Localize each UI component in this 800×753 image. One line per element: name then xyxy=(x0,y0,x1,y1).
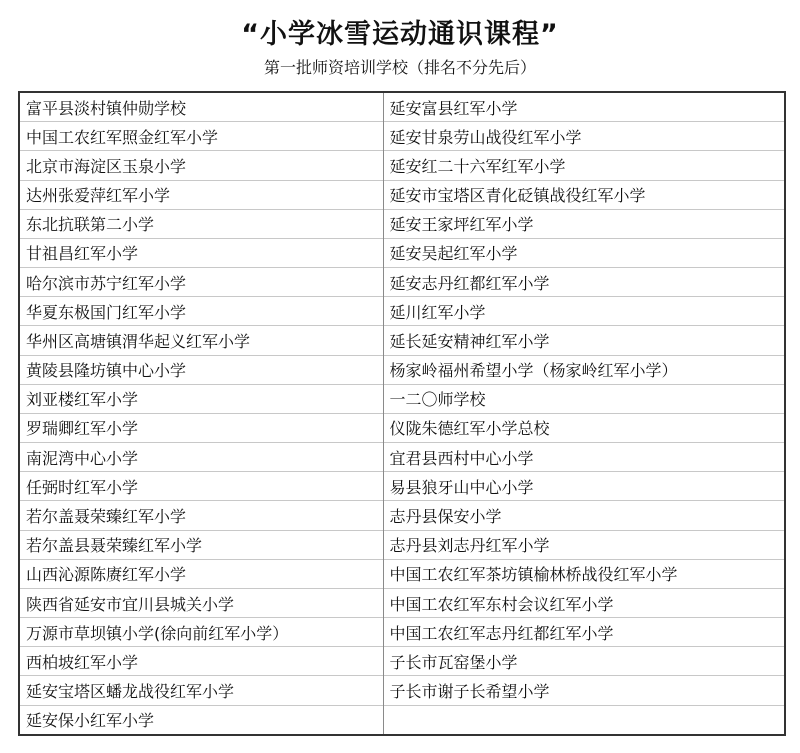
table-row xyxy=(19,413,785,442)
table-row xyxy=(19,705,785,735)
school-name-left: 罗瑞卿红军小学 xyxy=(19,413,383,442)
school-name-right: 中国工农红军志丹红都红军小学 xyxy=(383,618,785,647)
table-row xyxy=(19,647,785,676)
school-name-left: 黄陵县隆坊镇中心小学 xyxy=(19,355,383,384)
school-name-left: 若尔盖聂荣臻红军小学 xyxy=(19,501,383,530)
school-name-left: 西柏坡红军小学 xyxy=(19,647,383,676)
table-row xyxy=(19,355,785,384)
school-name-left: 甘祖昌红军小学 xyxy=(19,238,383,267)
table-row xyxy=(19,326,785,355)
school-name-left: 延安宝塔区蟠龙战役红军小学 xyxy=(19,676,383,705)
table-row xyxy=(19,472,785,501)
school-name-left: 华州区高塘镇渭华起义红军小学 xyxy=(19,326,383,355)
school-name-left: 任弼时红军小学 xyxy=(19,472,383,501)
school-name-right: 延安富县红军小学 xyxy=(383,92,785,122)
page-title: “小学冰雪运动通识课程” xyxy=(241,19,559,50)
school-name-left: 若尔盖县聂荣臻红军小学 xyxy=(19,530,383,559)
school-list-body xyxy=(19,92,785,735)
table-row xyxy=(19,443,785,472)
school-name-right: 延安志丹红都红军小学 xyxy=(383,268,785,297)
school-name-left: 达州张爱萍红军小学 xyxy=(19,180,383,209)
table-row xyxy=(19,297,785,326)
school-name-right: 子长市谢子长希望小学 xyxy=(383,676,785,705)
table-row xyxy=(19,238,785,267)
table-row xyxy=(19,501,785,530)
school-name-right: 一二〇师学校 xyxy=(383,384,785,413)
school-list-table xyxy=(18,91,786,736)
school-name-right: 志丹县刘志丹红军小学 xyxy=(383,530,785,559)
table-row xyxy=(19,122,785,151)
school-name-right: 中国工农红军东村会议红军小学 xyxy=(383,588,785,617)
school-name-left: 山西沁源陈赓红军小学 xyxy=(19,559,383,588)
school-name-right: 延安红二十六军红军小学 xyxy=(383,151,785,180)
school-name-left: 东北抗联第二小学 xyxy=(19,209,383,238)
school-name-right: 延安甘泉劳山战役红军小学 xyxy=(383,122,785,151)
table-row xyxy=(19,559,785,588)
table-row xyxy=(19,384,785,413)
school-name-right: 延长延安精神红军小学 xyxy=(383,326,785,355)
school-name-right: 仪陇朱德红军小学总校 xyxy=(383,413,785,442)
school-name-right: 延安王家坪红军小学 xyxy=(383,209,785,238)
school-name-left: 刘亚楼红军小学 xyxy=(19,384,383,413)
school-name-left: 延安保小红军小学 xyxy=(19,705,383,735)
table-row xyxy=(19,268,785,297)
school-name-right: 宜君县西村中心小学 xyxy=(383,443,785,472)
table-row xyxy=(19,151,785,180)
page-subtitle: 第一批师资培训学校（排名不分先后） xyxy=(263,58,536,77)
school-name-left: 万源市草坝镇小学(徐向前红军小学） xyxy=(19,618,383,647)
school-name-right: 易县狼牙山中心小学 xyxy=(383,472,785,501)
school-name-left: 中国工农红军照金红军小学 xyxy=(19,122,383,151)
school-name-right: 延川红军小学 xyxy=(383,297,785,326)
table-row xyxy=(19,530,785,559)
school-name-right: 中国工农红军茶坊镇榆林桥战役红军小学 xyxy=(383,559,785,588)
school-name-left: 富平县淡村镇仲勋学校 xyxy=(26,98,187,118)
table-row xyxy=(19,588,785,617)
school-name-right: 杨家岭福州希望小学（杨家岭红军小学） xyxy=(383,355,785,384)
school-name-left: 南泥湾中心小学 xyxy=(19,443,383,472)
school-name-right: 子长市瓦窑堡小学 xyxy=(383,647,785,676)
school-name-right: 延安吴起红军小学 xyxy=(383,238,785,267)
school-name-left: 华夏东极国门红军小学 xyxy=(19,297,383,326)
school-name-left: 陕西省延安市宜川县城关小学 xyxy=(19,588,383,617)
table-row xyxy=(19,92,785,122)
school-name-right xyxy=(383,705,785,735)
table-row xyxy=(19,618,785,647)
table-row xyxy=(19,180,785,209)
school-name-left: 哈尔滨市苏宁红军小学 xyxy=(19,268,383,297)
table-row xyxy=(19,676,785,705)
school-name-right: 志丹县保安小学 xyxy=(383,501,785,530)
school-name-left: 北京市海淀区玉泉小学 xyxy=(19,151,383,180)
school-name-right: 延安市宝塔区青化砭镇战役红军小学 xyxy=(383,180,785,209)
table-row xyxy=(19,209,785,238)
